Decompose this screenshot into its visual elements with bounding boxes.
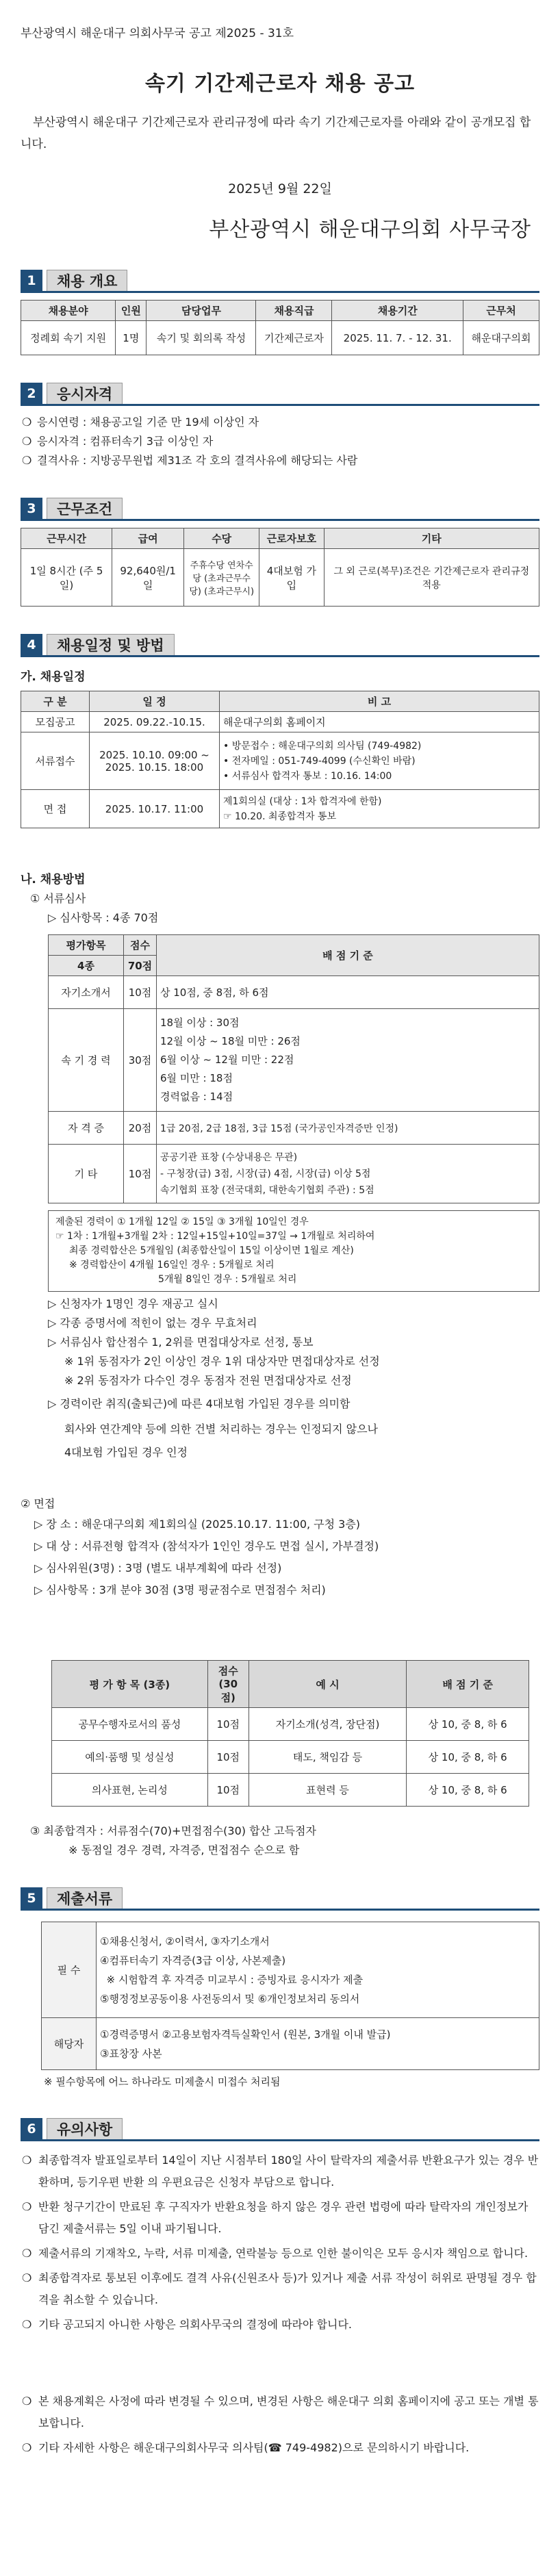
table-cell: 서류접수: [21, 732, 90, 790]
col-header: 비 고: [220, 691, 539, 712]
col-header: 인원: [116, 301, 147, 321]
list-item: ❍ 기타 자세한 사항은 해운대구의회사무국 의사팀(☎ 749-4982)으로 문의하시기 바랍니다.: [21, 2437, 539, 2459]
table-cell: 모집공고: [21, 712, 90, 732]
cell-line: 속기협회 표창 (전국대회, 대한속기협회 주관) : 5점: [160, 1184, 374, 1196]
table-cell: 면 접: [21, 790, 90, 828]
table-cell: 자기소개(성격, 장단점): [249, 1708, 407, 1741]
documents-note: ※ 필수항목에 어느 하나라도 미제출시 미접수 처리됨: [44, 2076, 281, 2088]
section-label: 근무조건: [47, 498, 123, 519]
col-header: 점수: [124, 935, 157, 956]
section-label: 응시자격: [47, 383, 123, 404]
recruit-overview-table: [21, 300, 539, 355]
cell-line: ③표창장 사본: [100, 2047, 162, 2060]
list-item: ▷ 장 소 : 해운대구의회 제1회의실 (2025.10.17. 11:00, 구청 3층): [34, 1518, 361, 1531]
list-item: ❍ 기타 공고되지 아니한 사항은 의회사무국의 결정에 따라야 합니다.: [21, 2314, 539, 2336]
table-cell: [157, 1145, 539, 1203]
list-item: 4대보험 가입된 경우 인정: [64, 1446, 188, 1459]
final-pass-note: ※ 동점일 경우 경력, 자격증, 면접점수 순으로 함: [68, 1844, 300, 1857]
section-label: 유의사항: [47, 2118, 123, 2139]
table-cell: 자 격 증: [49, 1112, 124, 1145]
table-cell: [97, 1922, 539, 2018]
col-header: 채용기간: [332, 301, 463, 321]
section-number: 5: [21, 1887, 42, 1909]
intro-text: 부산광역시 해운대구 기간제근로자 관리규정에 따라 속기 기간제근로자를 아래와 같이 공개모집 합니다.: [21, 116, 531, 151]
table-cell: 상 10, 중 8, 하 6: [407, 1741, 529, 1774]
table-cell: 1일 8시간 (주 5일): [21, 549, 112, 607]
table-cell: 해운대구의회 홈페이지: [220, 712, 539, 732]
list-item: ❍ 최종합격자 발표일로부터 14일이 지난 시점부터 180일 사이 탈락자의 제출서류 반환요구가 있는 경우 반환하며, 등기우편 반환 의 우편요금은 신청자 부담으로 합니다.: [21, 2150, 539, 2193]
interview-eval-table: [51, 1660, 529, 1807]
col-header: 예 시: [249, 1661, 407, 1708]
note-line: 제출된 경력이 ① 1개월 12일 ② 15일 ③ 3개월 10일인 경우: [55, 1216, 309, 1227]
note-line: ※ 경력합산이 4개월 16일인 경우 : 5개월로 처리: [69, 1260, 275, 1271]
table-cell: 예의·품행 및 성실성: [52, 1741, 208, 1774]
page-title: 속기 기간제근로자 채용 공고: [144, 72, 416, 96]
section-1-header: [21, 270, 539, 293]
col-header: 일 정: [90, 691, 220, 712]
col-header: 채용직급: [256, 301, 332, 321]
cell-line: ⑤행정정보공동이용 사전동의서 및 ⑥개인정보처리 동의서: [100, 1992, 360, 2005]
list-item: ▷ 서류심사 합산점수 1, 2위를 면접대상자로 선정, 통보: [48, 1336, 314, 1349]
table-cell: 태도, 책임감 등: [249, 1741, 407, 1774]
table-cell: 92,640원/1일: [112, 549, 184, 607]
table-cell: 주휴수당 연차수당 (초과근무수당) (초과근무시): [184, 549, 259, 607]
table-cell: 4대보험 가입: [259, 549, 324, 607]
section-number: 2: [21, 383, 42, 404]
cell-line: ☞ 10.20. 최종합격자 통보: [223, 811, 337, 822]
cell-line: 공공기관 표창 (수상내용은 무관): [160, 1151, 298, 1163]
table-cell: 30점: [124, 1009, 157, 1112]
table-cell: 속기 및 회의록 작성: [147, 321, 256, 355]
cell-line: 6월 이상 ~ 12월 미만 : 22점: [160, 1054, 294, 1066]
table-cell: 속 기 경 력: [49, 1009, 124, 1112]
list-item: ▷ 심사위원(3명) : 3명 (별도 내부계획에 따라 선정): [34, 1561, 282, 1574]
cell-line: 방문접수 : 해운대구의회 의사팀 (749-4982): [231, 740, 422, 752]
table-cell: 상 10, 중 8, 하 6: [407, 1708, 529, 1741]
table-cell: 자기소개서: [49, 976, 124, 1009]
col-header: 평가항목: [49, 935, 124, 956]
section-6-header: [21, 2118, 539, 2141]
section-number: 1: [21, 270, 42, 291]
section-number: 3: [21, 498, 42, 519]
cell-line: ※ 시험합격 후 자격증 미교부시 : 증빙자료 응시자가 제출: [106, 1973, 364, 1986]
doc-review-notes: [48, 1295, 539, 1464]
cell-line: ①채용신청서, ②이력서, ③자기소개서: [100, 1935, 270, 1948]
work-conditions-table: [21, 528, 539, 607]
list-item: ▷ 대 상 : 서류전형 합격자 (참석자가 1인인 경우도 면접 실시, 가부결정): [34, 1540, 379, 1553]
notice-date: 2025년 9월 22일: [228, 181, 332, 196]
table-cell: [157, 1009, 539, 1112]
note-line: 최종 경력합산은 5개월임 (최종합산일이 15일 이상이면 1월로 계산): [69, 1245, 354, 1256]
documents-table: [41, 1922, 539, 2070]
table-cell: 기 타: [49, 1145, 124, 1203]
note-line: ☞ 1차 : 1개월+3개월 2차 : 12일+15일+10일=37일 → 1개월로 처리하여: [55, 1231, 375, 1242]
subheading: ▷ 심사항목 : 4종 70점: [48, 911, 159, 924]
final-pass-criteria: ③ 최종합격자 : 서류점수(70)+면접점수(30) 합산 고득점자: [30, 1824, 316, 1837]
table-cell: 해운대구의회: [463, 321, 539, 355]
list-item: ❍ 응시자격 : 컴퓨터속기 3급 이상인 자: [21, 432, 539, 451]
table-cell: 10점: [124, 976, 157, 1009]
col-header: 기타: [324, 528, 539, 549]
col-header: 4종: [49, 956, 124, 976]
table-cell: 2025. 10.17. 11:00: [90, 790, 220, 828]
section-label: 채용 개요: [47, 270, 127, 291]
table-cell: 1명: [116, 321, 147, 355]
col-header: 평 가 항 목 (3종): [52, 1661, 208, 1708]
list-item: ※ 1위 동점자가 2인 이상인 경우 1위 대상자만 면접대상자로 선정: [64, 1355, 380, 1368]
precautions-list: [21, 2150, 539, 2459]
list-item: ▷ 심사항목 : 3개 분야 30점 (3명 평균점수로 면접점수 처리): [34, 1583, 326, 1596]
col-header: 급여: [112, 528, 184, 549]
document-eval-table: [48, 934, 539, 1203]
section-4-header: [21, 634, 539, 657]
list-item: ❍ 반환 청구기간이 만료된 후 구직자가 반환요청을 하지 않은 경우 관련 법령에 따라 탈락자의 개인정보가 담긴 제출서류는 5일 이내 파기됩니다.: [21, 2196, 539, 2240]
list-item: ▷ 경력이란 취직(출퇴근)에 따른 4대보험 가입된 경우를 의미함: [48, 1397, 351, 1410]
cell-line: ①경력증명서 ②고용보험자격득실확인서 (원본, 3개월 이내 발급): [100, 2028, 391, 2041]
table-cell: 표현력 등: [249, 1774, 407, 1807]
col-header: 근무시간: [21, 528, 112, 549]
section-number: 4: [21, 634, 42, 655]
table-cell: [97, 2018, 539, 2070]
cell-line: 6월 미만 : 18점: [160, 1072, 233, 1084]
notice-number: 부산광역시 해운대구 의회사무국 공고 제2025 - 31호: [21, 27, 294, 40]
qualification-list: [21, 413, 539, 470]
col-header: 근무처: [463, 301, 539, 321]
list-item: ❍ 제출서류의 기재착오, 누락, 서류 미제출, 연락불능 등으로 인한 불이익은 모두 응시자 책임으로 합니다.: [21, 2243, 539, 2265]
list-item: ▷ 신청자가 1명인 경우 재공고 실시: [48, 1297, 218, 1310]
list-item: ※ 2위 동점자가 다수인 경우 동점자 전원 면접대상자로 선정: [64, 1374, 352, 1387]
section-2-header: [21, 383, 539, 406]
note-line: 5개월 8일인 경우 : 5개월로 처리: [158, 1274, 297, 1285]
section-label: 제출서류: [47, 1887, 123, 1909]
table-cell: 1급 20점, 2급 18점, 3급 15점 (국가공인자격증만 인정): [157, 1112, 539, 1145]
col-header: 수당: [184, 528, 259, 549]
subheading: ① 서류심사: [30, 892, 86, 905]
table-cell: 그 외 근로(복무)조건은 기간제근로자 관리규정 적용: [324, 549, 539, 607]
col-header: 배 점 기 준: [157, 935, 539, 976]
table-cell: 공무수행자로서의 품성: [52, 1708, 208, 1741]
cell-line: 경력없음 : 14점: [160, 1091, 233, 1103]
col-header: 채용분야: [21, 301, 116, 321]
table-cell: 10점: [207, 1774, 249, 1807]
table-cell: 2025. 10.10. 09:00 ~ 2025. 10.15. 18:00: [90, 732, 220, 790]
cell-line: 서류심사 합격자 통보 : 10.16. 14:00: [231, 770, 392, 782]
table-cell: 기간제근로자: [256, 321, 332, 355]
list-item: ❍ 응시연령 : 채용공고일 기준 만 19세 이상인 자: [21, 413, 539, 432]
table-cell: 의사표현, 논리성: [52, 1774, 208, 1807]
cell-line: 전자메일 : 051-749-4099 (수신확인 바람): [231, 755, 416, 767]
table-cell: 정례회 속기 지원: [21, 321, 116, 355]
table-cell: 20점: [124, 1112, 157, 1145]
list-item: 회사와 연간계약 등에 의한 건별 처리하는 경우는 인정되지 않으나: [64, 1423, 379, 1436]
section-5-header: [21, 1887, 539, 1911]
table-cell: 2025. 09.22.-10.15.: [90, 712, 220, 732]
col-header: 점수 (30점): [207, 1661, 249, 1708]
list-item: ❍ 최종합격자로 통보된 이후에도 결격 사유(신원조사 등)가 있거나 제출 서류 작성이 허위로 판명될 경우 합격을 취소할 수 있습니다.: [21, 2267, 539, 2311]
subheading: 나. 채용방법: [21, 873, 86, 887]
col-header: 구 분: [21, 691, 90, 712]
table-cell: 10점: [124, 1145, 157, 1203]
table-cell: 10점: [207, 1741, 249, 1774]
cell-line: - 구청장(급) 3점, 시장(급) 4점, 시장(급) 이상 5점: [160, 1168, 371, 1179]
cell-line: 제1회의실 (대상 : 1차 합격자에 한함): [223, 795, 382, 807]
table-cell: 해당자: [42, 2018, 97, 2070]
table-cell: 2025. 11. 7. - 12. 31.: [332, 321, 463, 355]
list-item: ❍ 본 채용계획은 사정에 따라 변경될 수 있으며, 변경된 사항은 해운대구 의회 홈페이지에 공고 또는 개별 통보합니다.: [21, 2390, 539, 2434]
section-3-header: [21, 498, 539, 521]
col-header: 근로자보호: [259, 528, 324, 549]
list-item: ▷ 각종 증명서에 적힌이 없는 경우 무효처리: [48, 1316, 257, 1329]
career-calc-note: [48, 1210, 539, 1292]
section-number: 6: [21, 2118, 42, 2139]
section-label: 채용일정 및 방법: [47, 634, 175, 655]
cell-line: ④컴퓨터속기 자격증(3급 이상, 사본제출): [100, 1954, 286, 1967]
interview-info: [34, 1514, 539, 1601]
schedule-table: [21, 691, 539, 828]
list-item: ❍ 결격사유 : 지방공무원법 제31조 각 호의 결격사유에 해당되는 사람: [21, 451, 539, 470]
table-cell: 필 수: [42, 1922, 97, 2018]
table-cell: 상 10, 중 8, 하 6: [407, 1774, 529, 1807]
table-cell: • 방문접수 : 해운대구의회 의사팀 (749-4982) • 전자메일 : 051-749-4099 (수신확인 바람) • 서류심사 합격자 통보 : 10.16. 14:00: [220, 732, 539, 790]
col-header: 70점: [124, 956, 157, 976]
col-header: 담당업무: [147, 301, 256, 321]
cell-line: 18월 이상 : 30점: [160, 1017, 240, 1029]
subheading: ② 면접: [21, 1497, 55, 1510]
table-cell: 상 10점, 중 8점, 하 6점: [157, 976, 539, 1009]
table-cell: 10점: [207, 1708, 249, 1741]
col-header: 배 점 기 준: [407, 1661, 529, 1708]
table-cell: [220, 790, 539, 828]
issuer: 부산광역시 해운대구의회 사무국장: [209, 218, 531, 242]
cell-line: 12월 이상 ~ 18월 미만 : 26점: [160, 1035, 301, 1047]
subheading: 가. 채용일정: [21, 670, 86, 684]
